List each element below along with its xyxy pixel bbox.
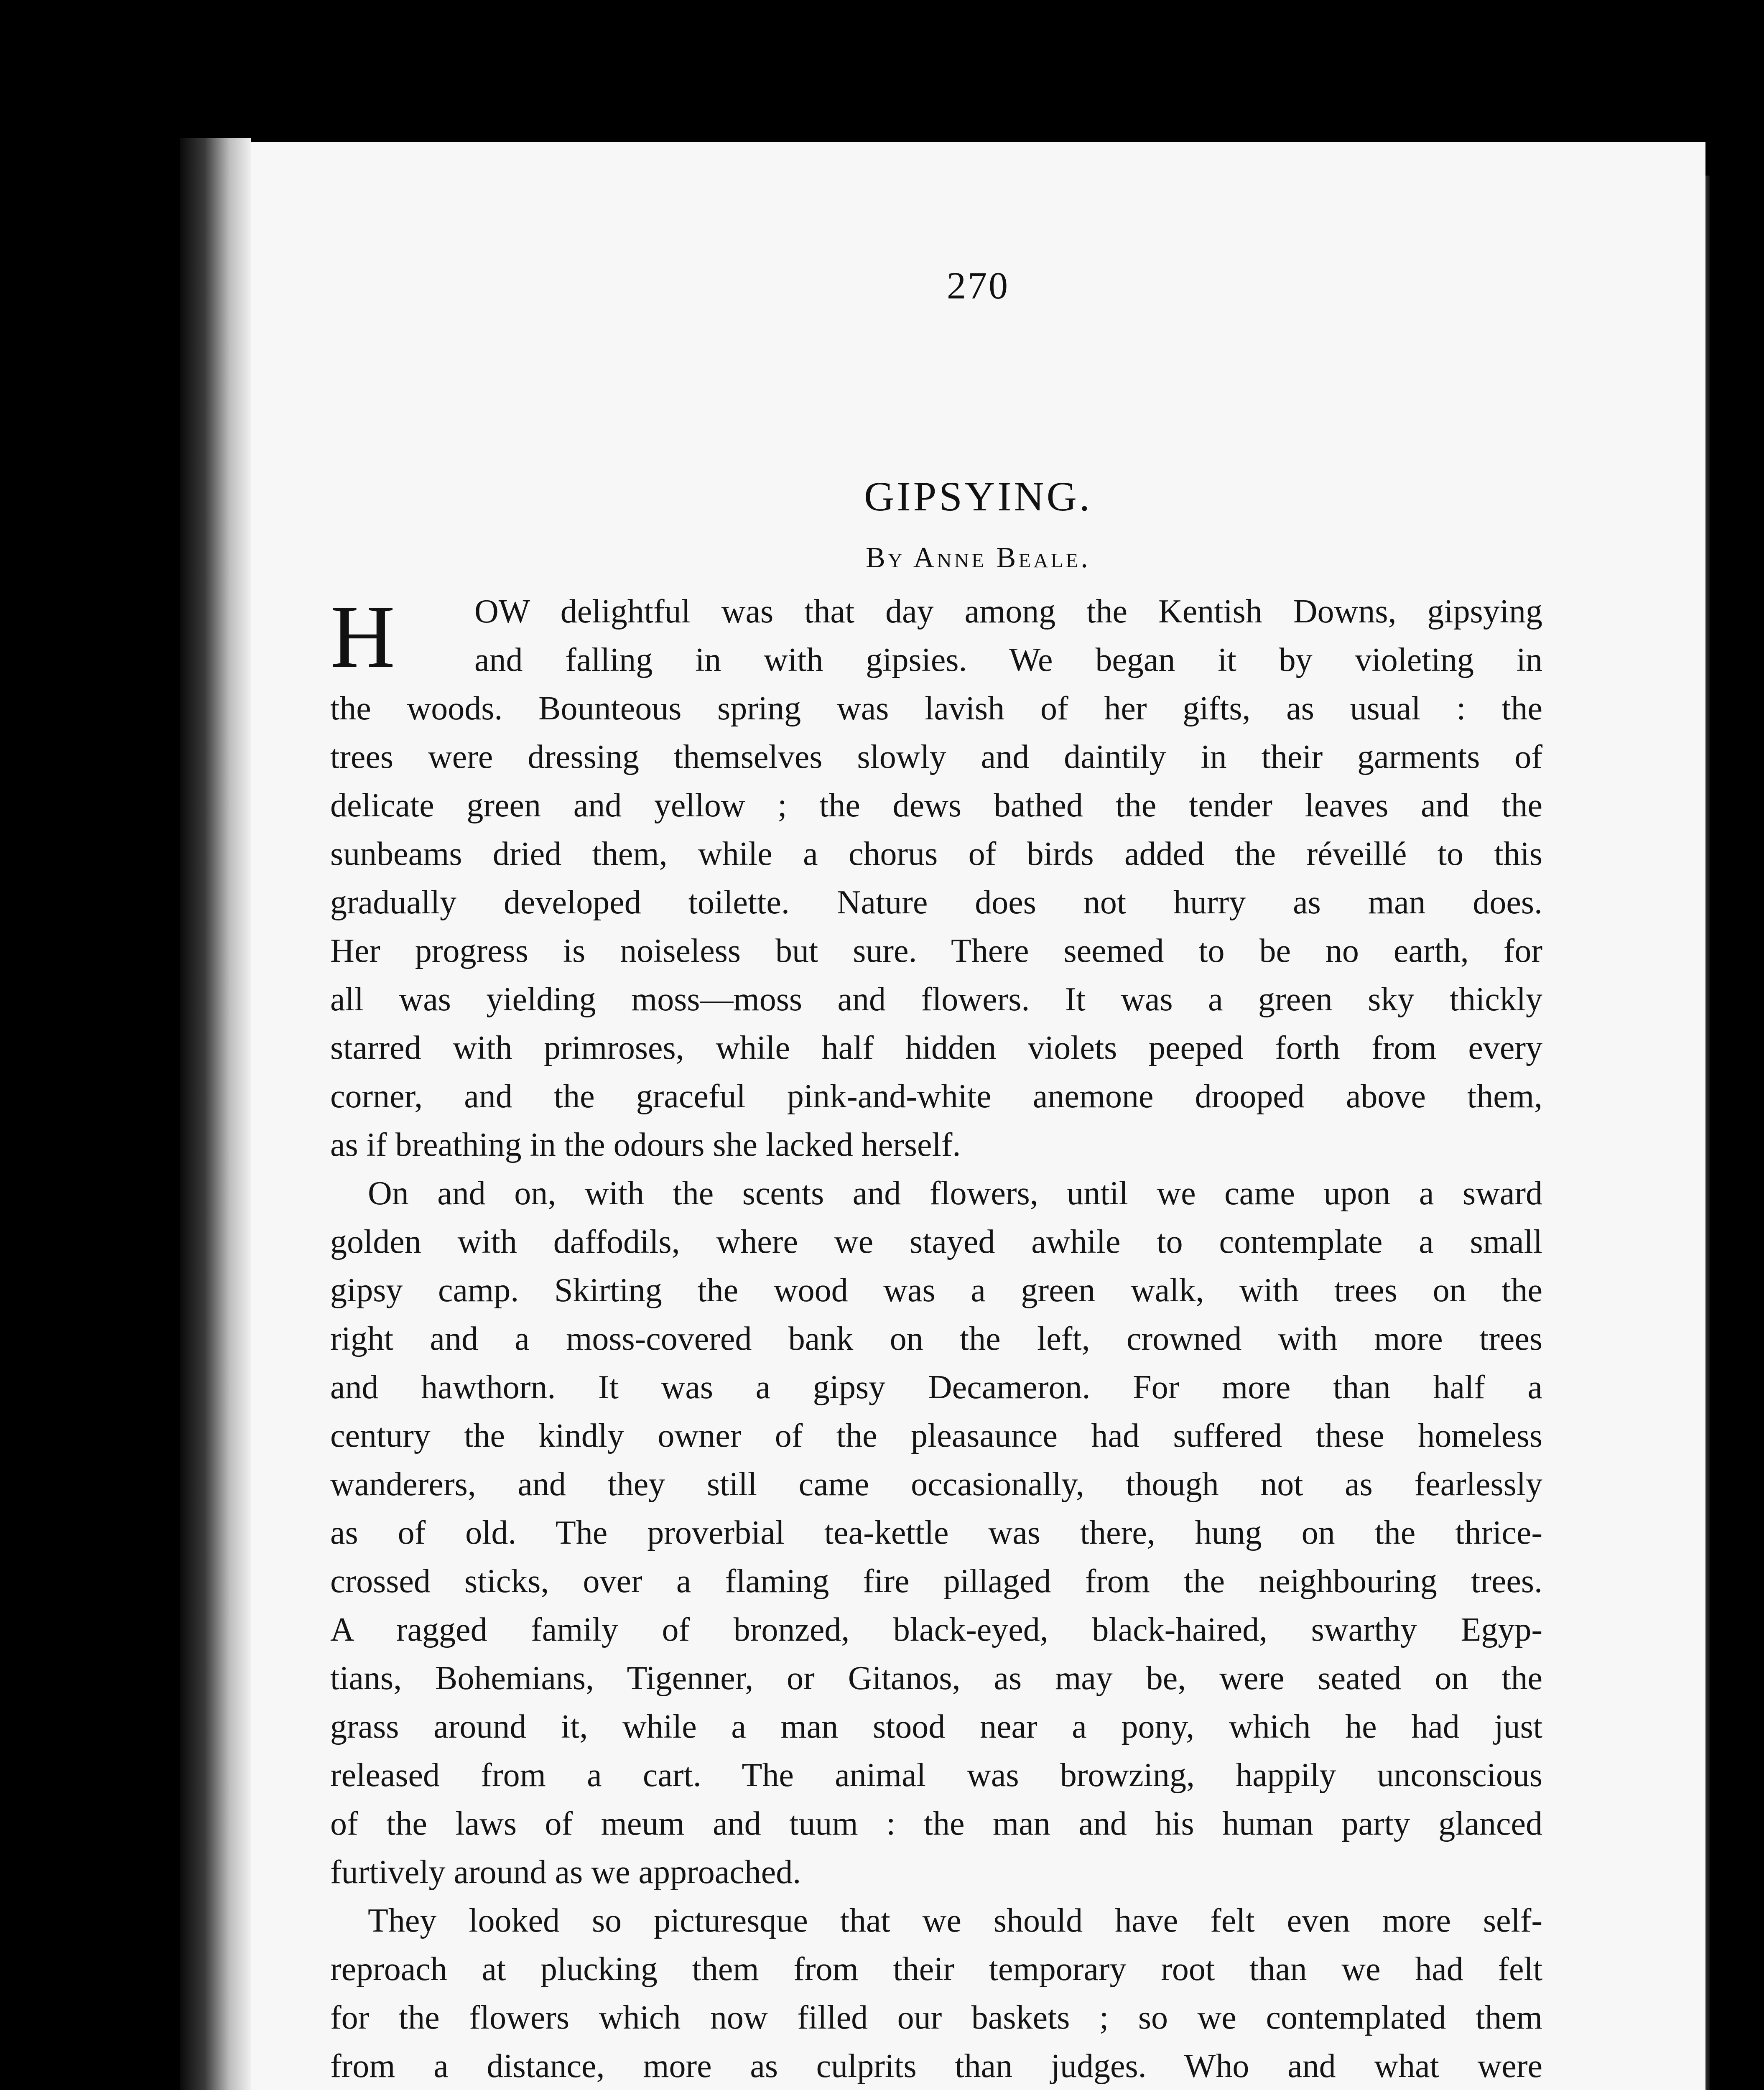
opening-paragraph-start (330, 587, 1542, 684)
book-spine-shadow (180, 138, 251, 2090)
article-title: GIPSYING. (864, 473, 1092, 520)
text-line: as of old. The proverbial tea-kettle was there, hung on the thrice- (330, 1514, 1542, 1551)
text-line: starred with primroses, while half hidden violets peeped forth from every (330, 1030, 1542, 1066)
article-body (330, 587, 1542, 2090)
text-line: grass around it, while a man stood near a pony, which he had just (330, 1708, 1542, 1745)
text-line: reproach at plucking them from their temporary root than we had felt (330, 1951, 1542, 1988)
text-line: gipsy camp. Skirting the wood was a green walk, with trees on the (330, 1272, 1542, 1309)
text-line: crossed sticks, over a flaming fire pillaged from the neighbouring trees. (330, 1563, 1542, 1600)
text-line: and falling in with gipsies. We began it by violeting in (474, 642, 1542, 678)
book-page (251, 142, 1705, 2090)
text-line: as if breathing in the odours she lacked herself. (330, 1127, 961, 1163)
text-line: tians, Bohemians, Tigenner, or Gitanos, as may be, were seated on the (330, 1660, 1542, 1697)
text-line: and hawthorn. It was a gipsy Decameron. For more than half a (330, 1369, 1542, 1406)
page-number: 270 (947, 264, 1009, 307)
text-line: gradually developed toilette. Nature does not hurry as man does. (330, 884, 1542, 921)
text-line: They looked so picturesque that we should have felt even more self- (368, 1902, 1542, 1939)
text-line: furtively around as we approached. (330, 1854, 801, 1891)
text-line: trees were dressing themselves slowly and daintily in their garments of (330, 739, 1542, 775)
text-line: the woods. Bounteous spring was lavish of her gifts, as usual : the (330, 690, 1542, 727)
text-line: delicate green and yellow ; the dews bathed the tender leaves and the (330, 787, 1542, 824)
text-line: right and a moss-covered bank on the left, crowned with more trees (330, 1320, 1542, 1357)
text-line: from a distance, more as culprits than judges. Who and what were (330, 2048, 1542, 2085)
text-line: all was yielding moss—moss and flowers. It was a green sky thickly (330, 981, 1542, 1018)
text-line: of the laws of meum and tuum : the man and his human party glanced (330, 1805, 1542, 1842)
text-line: sunbeams dried them, while a chorus of birds added the réveillé to this (330, 836, 1542, 872)
drop-cap-letter: H (330, 586, 395, 686)
text-line: wanderers, and they still came occasionally, though not as fearlessly (330, 1466, 1542, 1503)
text-line: corner, and the graceful pink-and-white anemone drooped above them, (330, 1078, 1542, 1115)
text-line: released from a cart. The animal was browzing, happily unconscious (330, 1757, 1542, 1794)
text-line: Her progress is noiseless but sure. There seemed to be no earth, for (330, 933, 1542, 969)
text-line: A ragged family of bronzed, black-eyed, black-haired, swarthy Egyp- (330, 1611, 1542, 1648)
text-line: for the flowers which now filled our baskets ; so we contemplated them (330, 1999, 1542, 2036)
text-line: OW delightful was that day among the Kentish Downs, gipsying (474, 593, 1542, 630)
text-line: century the kindly owner of the pleasaunce had suffered these homeless (330, 1417, 1542, 1454)
text-line: golden with daffodils, where we stayed awhile to contemplate a small (330, 1223, 1542, 1260)
text-line: On and on, with the scents and flowers, until we came upon a sward (368, 1175, 1542, 1212)
author-byline: By Anne Beale. (866, 542, 1091, 574)
